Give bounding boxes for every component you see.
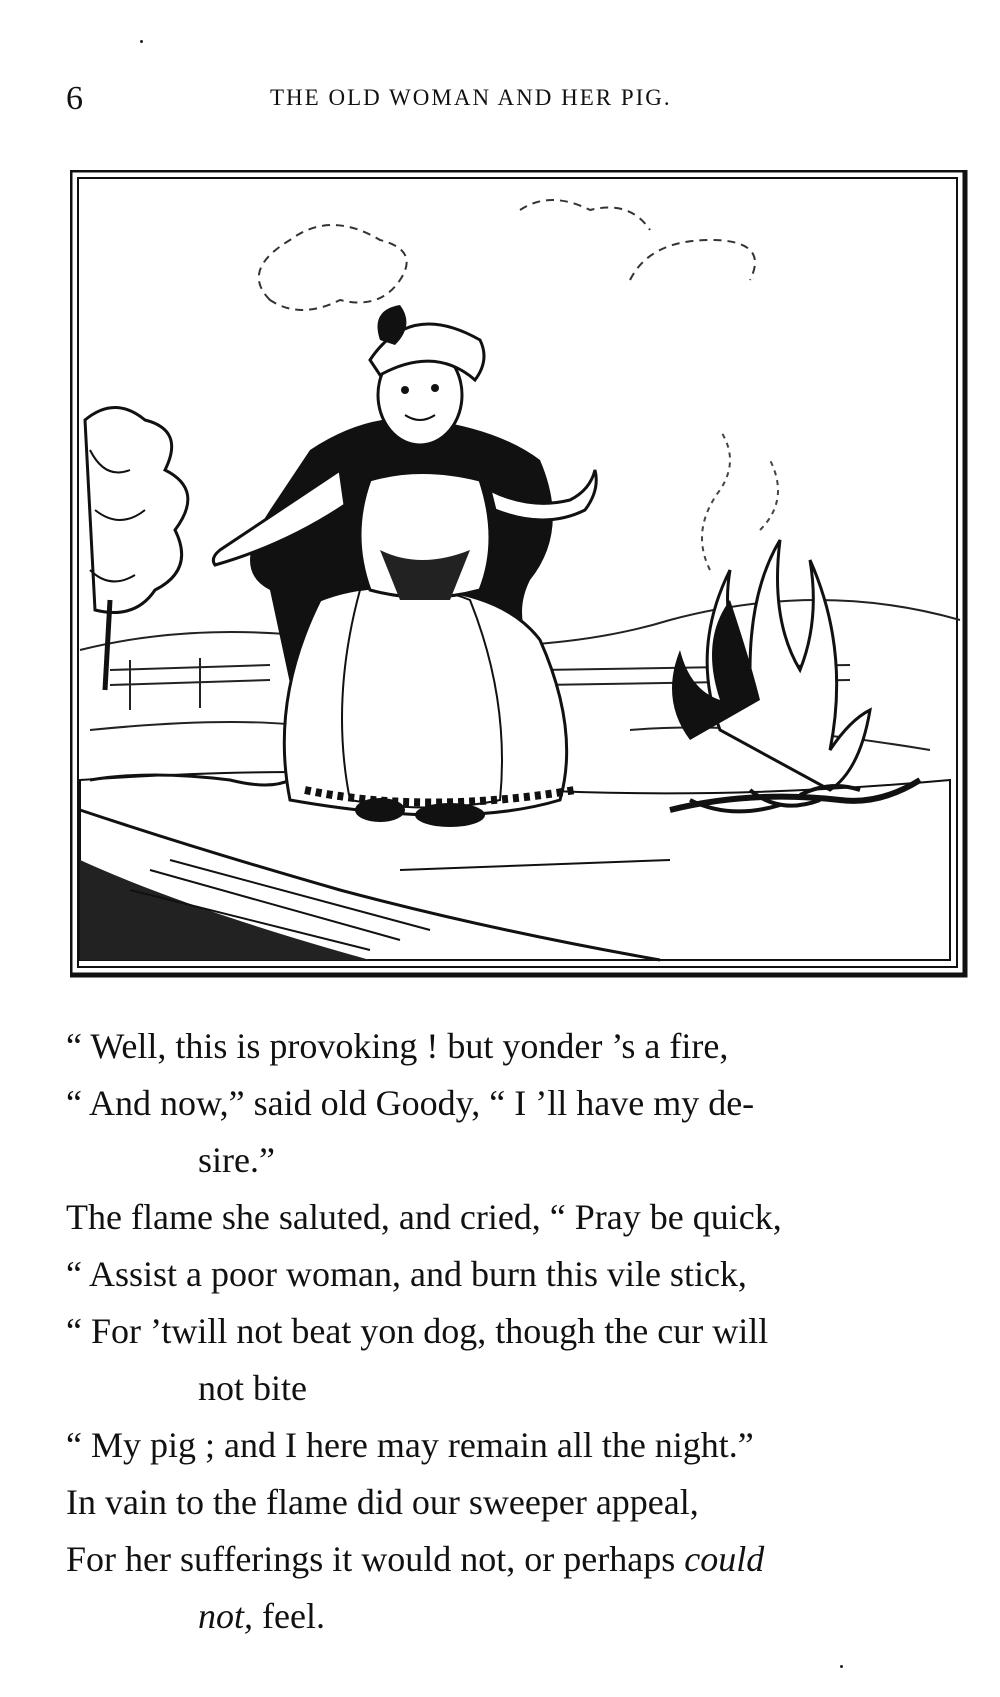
verse-emphasis: not, xyxy=(198,1596,254,1636)
page-number: 6 xyxy=(66,80,84,117)
verse-text: feel. xyxy=(253,1596,325,1636)
running-title: THE OLD WOMAN AND HER PIG. xyxy=(270,85,672,110)
verse-line xyxy=(66,1588,976,1645)
verse-line: “ For ’twill not beat yon dog, though the cur will xyxy=(66,1311,769,1351)
verse-line xyxy=(66,1075,976,1132)
verse-line: The flame she saluted, and cried, “ Pray be quick, xyxy=(66,1197,782,1237)
paper-speck xyxy=(840,1665,843,1668)
verse-block xyxy=(66,1018,976,1645)
verse-line xyxy=(66,1531,976,1588)
verse-line: sire.” xyxy=(198,1140,275,1180)
verse-line: “ My pig ; and I here may remain all the night.” xyxy=(66,1425,754,1465)
verse-line: “ Well, this is provoking ! but yonder ’s a fire, xyxy=(66,1026,729,1066)
verse-text: For her sufferings it would not, or perhaps xyxy=(66,1539,685,1579)
verse-line: In vain to the flame did our sweeper appeal, xyxy=(66,1482,699,1522)
verse-line: “ Assist a poor woman, and burn this vile stick, xyxy=(66,1254,747,1294)
engraving-illustration xyxy=(70,170,970,980)
paper-speck xyxy=(140,40,143,43)
verse-emphasis: could xyxy=(684,1539,765,1579)
verse-line: not bite xyxy=(198,1368,307,1408)
verse-line-text: “ And now,” said old Goody, “ I ’ll have my de- xyxy=(66,1083,755,1123)
